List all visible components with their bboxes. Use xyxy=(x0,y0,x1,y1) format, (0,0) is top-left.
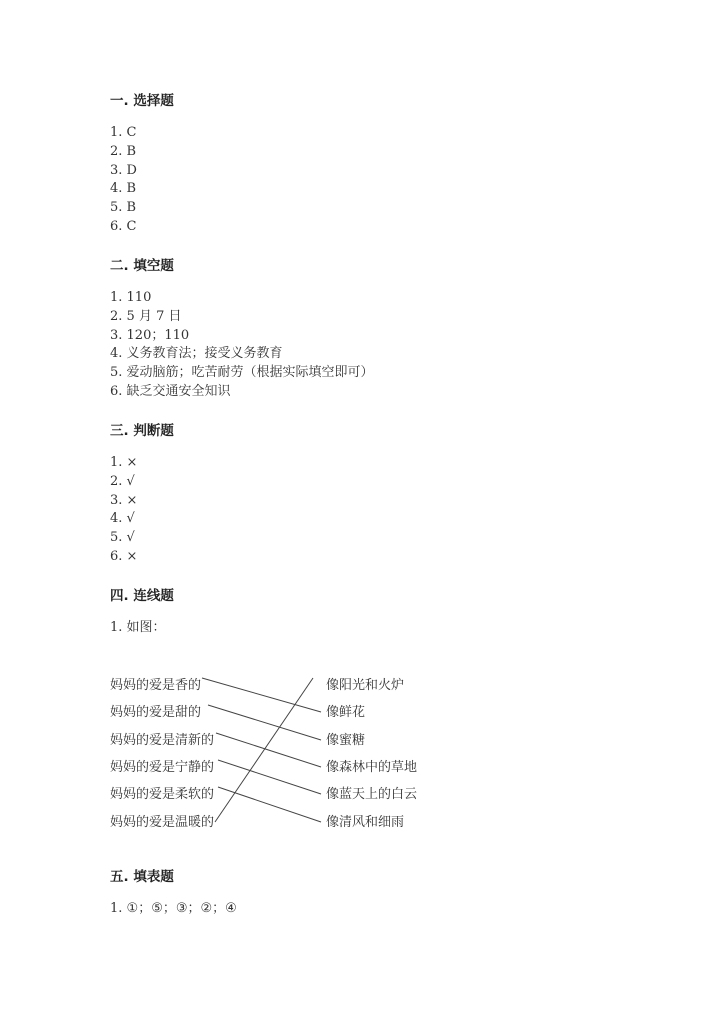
match-right-item: 像蜜糖 xyxy=(326,733,366,748)
match-line xyxy=(208,705,321,740)
match-right-item: 像鲜花 xyxy=(326,705,366,720)
answer-item: 6. × xyxy=(110,549,138,564)
match-line xyxy=(216,733,321,767)
section-heading: 五. 填表题 xyxy=(110,869,174,885)
answer-item: 4. √ xyxy=(110,511,135,527)
answer-item: 3. × xyxy=(110,492,138,508)
section-heading: 四. 连线题 xyxy=(110,588,174,604)
answer-item: 2. √ xyxy=(110,473,135,489)
match-line xyxy=(215,678,313,822)
answer-item: 3. 120；110 xyxy=(110,327,190,343)
match-left-item: 妈妈的爱是清新的 xyxy=(110,733,215,748)
match-line xyxy=(202,678,321,712)
match-right-item: 像清风和细雨 xyxy=(326,815,405,830)
answer-item: 5. 爱动脑筋；吃苦耐劳（根据实际填空即可） xyxy=(110,365,374,381)
answer-item: 1. × xyxy=(110,455,138,470)
answer-item: 1. ①；⑤；③；②；④ xyxy=(110,901,237,916)
answer-item: 4. B xyxy=(110,181,137,197)
answer-item: 6. C xyxy=(110,219,137,234)
match-line xyxy=(218,760,321,794)
section-heading: 一. 选择题 xyxy=(110,93,174,109)
section-heading: 二. 填空题 xyxy=(110,258,174,274)
answer-item: 5. B xyxy=(110,200,137,216)
match-left-item: 妈妈的爱是温暖的 xyxy=(110,815,215,830)
section-heading: 三. 判断题 xyxy=(110,423,174,439)
match-right-item: 像阳光和火炉 xyxy=(326,678,405,693)
answer-item: 6. 缺乏交通安全知识 xyxy=(110,384,231,399)
match-left-item: 妈妈的爱是柔软的 xyxy=(110,787,215,802)
match-right-item: 像森林中的草地 xyxy=(326,760,418,775)
match-left-item: 妈妈的爱是甜的 xyxy=(110,705,202,720)
answer-item: 3. D xyxy=(110,162,137,178)
match-left-item: 妈妈的爱是宁静的 xyxy=(110,760,215,775)
answer-item: 2. 5 月 7 日 xyxy=(110,308,182,324)
match-right-item: 像蓝天上的白云 xyxy=(326,787,418,802)
match-line xyxy=(218,787,321,822)
answer-item: 2. B xyxy=(110,143,137,159)
answer-item: 1. 110 xyxy=(110,290,152,305)
answer-item: 5. √ xyxy=(110,530,135,546)
answer-item: 1. C xyxy=(110,125,137,140)
match-left-item: 妈妈的爱是香的 xyxy=(110,678,202,693)
answer-item: 1. 如图： xyxy=(110,620,166,635)
answer-item: 4. 义务教育法；接受义务教育 xyxy=(110,346,283,362)
